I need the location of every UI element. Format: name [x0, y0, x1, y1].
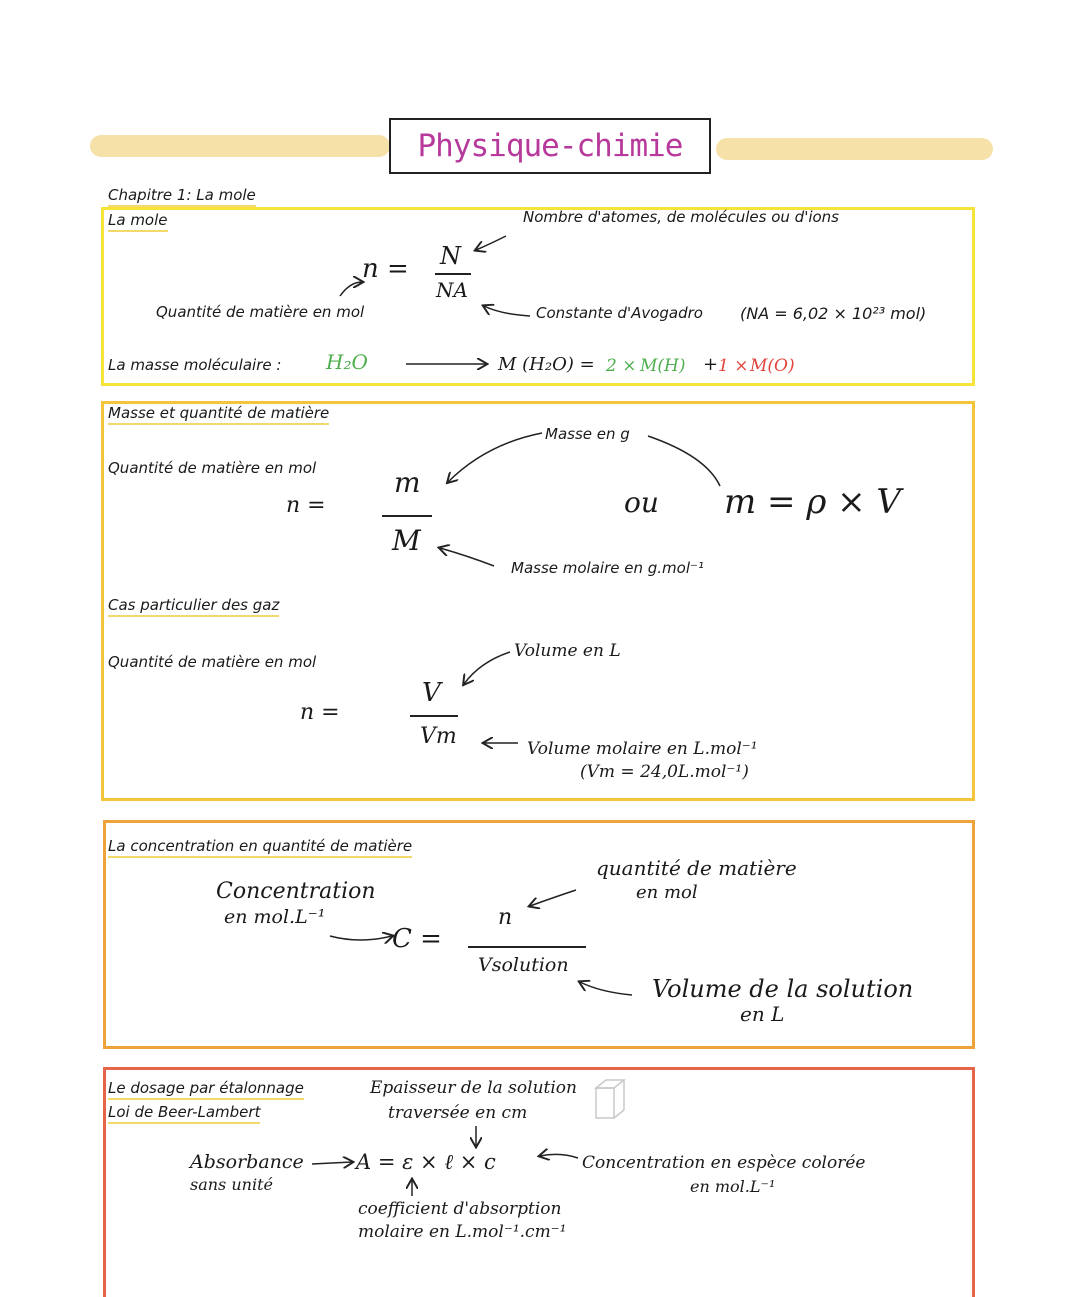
colored-concentration-label-1: Concentration en espèce colorée — [582, 1153, 866, 1173]
section-heading-la-mole: La mole — [108, 211, 168, 232]
formula-denominator-M: M — [392, 524, 421, 557]
quantity-label-1: quantité de matière — [596, 856, 797, 880]
formula-numerator-m: m — [394, 466, 421, 499]
volume-solution-label-1: Volume de la solution — [652, 975, 914, 1003]
mass-label: Masse en g — [545, 425, 630, 443]
volume-solution-label-2: en L — [740, 1002, 785, 1026]
atoms-label: Nombre d'atomes, de molécules ou d'ions — [523, 208, 839, 226]
gas-quantity-label: Quantité de matière en mol — [108, 653, 317, 671]
mass-formula-coef1: 2 × — [606, 356, 637, 376]
fraction-line-3 — [410, 715, 458, 717]
section-heading-dosage: Le dosage par étalonnage — [108, 1079, 304, 1100]
molecule-h2o: H₂O — [326, 350, 368, 374]
fraction-line-2 — [382, 515, 432, 517]
formula-denominator-Vm: Vm — [420, 724, 457, 749]
avogadro-label: Constante d'Avogadro — [536, 304, 703, 322]
fraction-line-1 — [435, 273, 471, 275]
thickness-label-2: traversée en cm — [388, 1103, 528, 1123]
gas-heading: Cas particulier des gaz — [108, 596, 279, 617]
header-highlight-right — [716, 138, 993, 160]
formula-numerator-n: n — [498, 905, 513, 930]
quantity-label-mol: Quantité de matière en mol — [156, 303, 365, 321]
mass-formula-right: M(O) — [750, 356, 795, 376]
formula-denominator-vsolution: Vsolution — [478, 954, 569, 976]
chapter-title: Chapitre 1: La mole — [108, 186, 256, 207]
mass-formula-left: M (H₂O) = — [498, 354, 595, 375]
page-title: Physique-chimie — [417, 128, 683, 164]
concentration-label-1: Concentration — [216, 879, 376, 904]
cuvette-icon — [594, 1078, 626, 1120]
section-heading-concentration: La concentration en quantité de matière — [108, 837, 412, 858]
mass-formula-plus: + — [703, 354, 719, 375]
molecular-mass-label: La masse moléculaire : — [108, 356, 282, 374]
absorbance-label-1: Absorbance — [190, 1151, 304, 1173]
colored-concentration-label-2: en mol.L⁻¹ — [690, 1177, 776, 1196]
formula-n-eq-masse: n = — [286, 493, 326, 518]
fraction-line-4 — [468, 946, 586, 948]
formula-c-eq: C = — [392, 924, 442, 954]
section-heading-masse: Masse et quantité de matière — [108, 404, 329, 425]
formula-n-eq-gas: n = — [300, 700, 340, 725]
avogadro-value: (NA = 6,02 × 10²³ mol) — [740, 304, 927, 323]
page-title-box — [389, 118, 711, 174]
formula-numerator-V: V — [422, 678, 441, 708]
formula-denominator-NA: NA — [436, 278, 468, 302]
molar-volume-label: Volume molaire en L.mol⁻¹ — [527, 739, 758, 759]
header-highlight-left — [90, 135, 390, 157]
thickness-label-1: Epaisseur de la solution — [370, 1078, 577, 1098]
volume-label: Volume en L — [514, 641, 621, 661]
or-label: ou — [624, 486, 659, 519]
molar-volume-value: (Vm = 24,0L.mol⁻¹) — [580, 762, 749, 782]
formula-n-eq: n = — [362, 254, 409, 284]
absorbance-label-2: sans unité — [190, 1175, 273, 1194]
absorption-coef-label-2: molaire en L.mol⁻¹.cm⁻¹ — [358, 1222, 567, 1242]
concentration-label-2: en mol.L⁻¹ — [224, 906, 326, 928]
mass-formula-mid: M(H) — [640, 356, 686, 376]
formula-numerator-N: N — [440, 242, 461, 270]
beer-lambert-formula: A = ε × ℓ × c — [356, 1150, 496, 1174]
absorption-coef-label-1: coefficient d'absorption — [358, 1199, 562, 1219]
mass-formula-coef2: 1 × — [718, 356, 749, 376]
quantity-label-2: en mol — [636, 882, 698, 903]
alt-formula: m = ρ × V — [724, 482, 901, 522]
section-heading-beer-lambert: Loi de Beer-Lambert — [108, 1103, 260, 1124]
molar-mass-label: Masse molaire en g.mol⁻¹ — [511, 559, 704, 577]
quantity-label-masse: Quantité de matière en mol — [108, 459, 317, 477]
